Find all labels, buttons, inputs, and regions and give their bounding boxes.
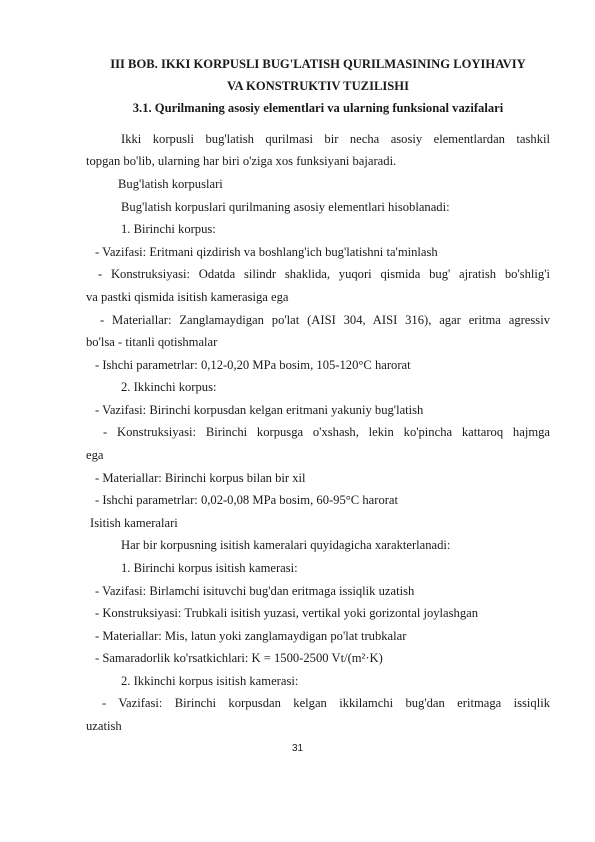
subheading-line: Bug'latish korpuslari [118,177,223,191]
list-item-line: - Vazifasi: Birinchi korpusdan kelgan ikkilamchi bug'dan eritmaga issiqlik [102,696,550,710]
list-item-line: - Vazifasi: Eritmani qizdirish va boshlang'ich bug'latishni ta'minlash [95,245,438,259]
list-heading-line: 2. Ikkinchi korpus: [121,380,217,394]
paragraph-line: Har bir korpusning isitish kameralari quyidagicha xarakterlanadi: [121,538,451,552]
page-number: 31 [291,743,304,754]
list-heading-line: 1. Birinchi korpus isitish kamerasi: [121,561,298,575]
list-item-continuation: bo'lsa - titanli qotishmalar [86,335,218,349]
chapter-title-line-2: VA KONSTRUKTIV TUZILISHI [227,79,409,93]
list-item-line: - Samaradorlik ko'rsatkichlari: K = 1500-2500 Vt/(m²·K) [95,651,383,665]
subheading-line: Isitish kameralari [90,516,178,530]
list-item-line: - Materiallar: Birinchi korpus bilan bir xil [95,471,306,485]
list-item-continuation: uzatish [86,719,122,733]
list-item-line: - Konstruksiyasi: Trubkali isitish yuzasi, vertikal yoki gorizontal joylashgan [95,606,479,620]
paragraph-line: Bug'latish korpuslari qurilmaning asosiy elementlari hisoblanadi: [121,200,450,214]
list-item-line: - Materiallar: Zanglamaydigan po'lat (AISI 304, AISI 316), agar eritma agressiv [100,313,550,327]
list-item-line: - Konstruksiyasi: Odatda silindr shaklida, yuqori qismida bug' ajratish bo'shlig'i [98,267,550,281]
list-heading-line: 1. Birinchi korpus: [121,222,216,236]
paragraph-line: topgan bo'lib, ularning har biri o'ziga xos funksiyani bajaradi. [86,154,397,168]
list-heading-line: 2. Ikkinchi korpus isitish kamerasi: [121,674,299,688]
list-item-line: - Ishchi parametrlar: 0,12-0,20 MPa bosim, 105-120°C harorat [95,358,411,372]
list-item-line: - Vazifasi: Birlamchi isituvchi bug'dan eritmaga issiqlik uzatish [95,584,415,598]
paragraph-line: Ikki korpusli bug'latish qurilmasi bir necha asosiy elementlardan tashkil [121,132,550,146]
list-item-line: - Vazifasi: Birinchi korpusdan kelgan eritmani yakuniy bug'latish [95,403,424,417]
list-item-line: - Konstruksiyasi: Birinchi korpusga o'xshash, lekin ko'pincha kattaroq hajmga [103,425,550,439]
list-item-continuation: ega [86,448,104,462]
chapter-title-line-1: III BOB. IKKI KORPUSLI BUG'LATISH QURILMASINING LOYIHAVIY [110,57,526,71]
list-item-line: - Ishchi parametrlar: 0,02-0,08 MPa bosim, 60-95°C harorat [95,493,399,507]
list-item-continuation: va pastki qismida isitish kamerasiga ega [86,290,289,304]
section-title: 3.1. Qurilmaning asosiy elementlari va ularning funksional vazifalari [132,101,504,115]
list-item-line: - Materiallar: Mis, latun yoki zanglamaydigan po'lat trubkalar [95,629,407,643]
